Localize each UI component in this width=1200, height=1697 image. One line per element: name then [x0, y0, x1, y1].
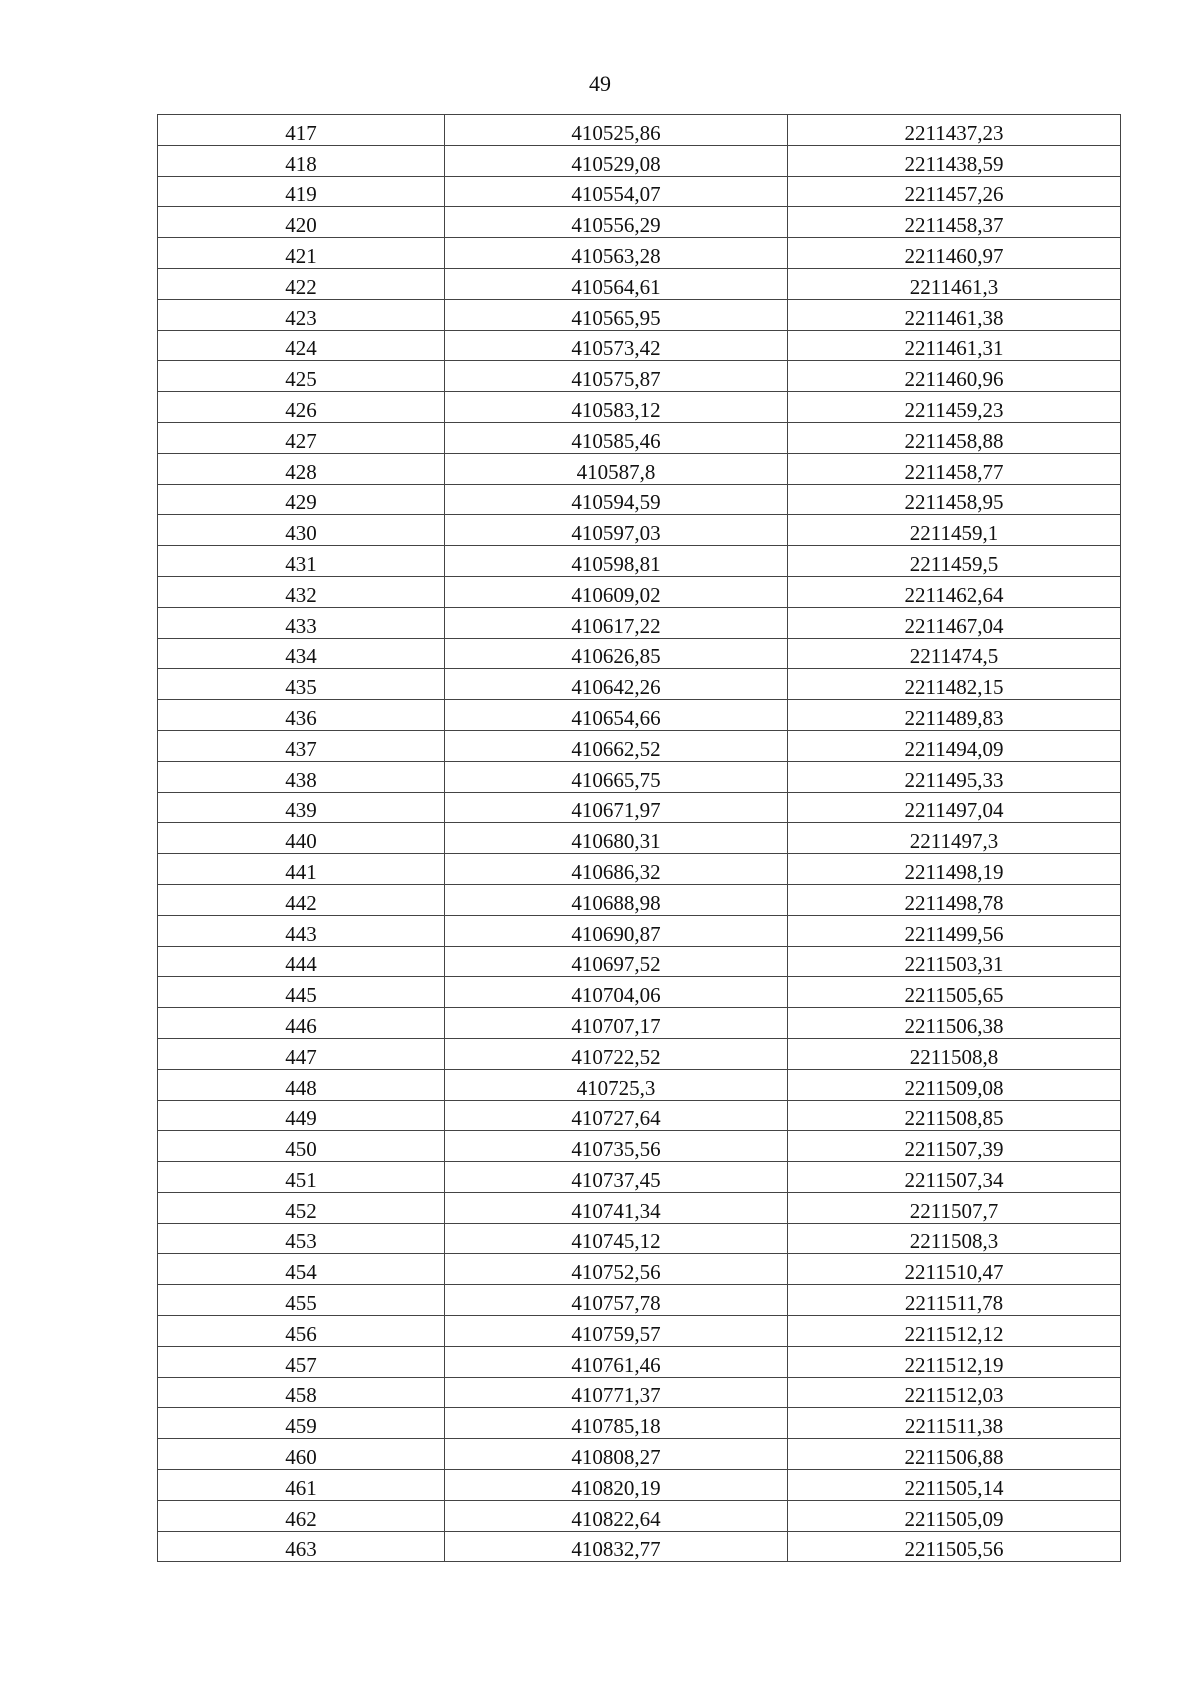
table-row [158, 1470, 1121, 1501]
point-number-cell: 463 [158, 1531, 445, 1562]
point-number-cell: 442 [158, 884, 445, 915]
point-number-cell: 427 [158, 422, 445, 453]
y-coordinate-cell: 2211498,78 [788, 884, 1121, 915]
y-coordinate-cell: 2211458,77 [788, 453, 1121, 484]
table-row [158, 145, 1121, 176]
point-number-cell: 458 [158, 1377, 445, 1408]
table-row [158, 1008, 1121, 1039]
point-number-cell: 437 [158, 730, 445, 761]
y-coordinate-cell: 2211505,14 [788, 1470, 1121, 1501]
point-number-cell: 417 [158, 115, 445, 146]
table-row [158, 115, 1121, 146]
y-coordinate-cell: 2211460,96 [788, 361, 1121, 392]
point-number-cell: 440 [158, 823, 445, 854]
point-number-cell: 448 [158, 1069, 445, 1100]
table-row [158, 1346, 1121, 1377]
point-number-cell: 444 [158, 946, 445, 977]
x-coordinate-cell: 410585,46 [445, 422, 788, 453]
table-row [158, 1223, 1121, 1254]
table-row [158, 1439, 1121, 1470]
y-coordinate-cell: 2211497,3 [788, 823, 1121, 854]
x-coordinate-cell: 410564,61 [445, 268, 788, 299]
table-row [158, 576, 1121, 607]
y-coordinate-cell: 2211507,34 [788, 1162, 1121, 1193]
coordinates-table-body [158, 115, 1121, 1562]
point-number-cell: 428 [158, 453, 445, 484]
point-number-cell: 425 [158, 361, 445, 392]
y-coordinate-cell: 2211458,37 [788, 207, 1121, 238]
y-coordinate-cell: 2211460,97 [788, 238, 1121, 269]
table-row [158, 392, 1121, 423]
table-row [158, 977, 1121, 1008]
table-row [158, 238, 1121, 269]
y-coordinate-cell: 2211505,56 [788, 1531, 1121, 1562]
x-coordinate-cell: 410626,85 [445, 638, 788, 669]
table-row [158, 484, 1121, 515]
point-number-cell: 460 [158, 1439, 445, 1470]
y-coordinate-cell: 2211461,38 [788, 299, 1121, 330]
y-coordinate-cell: 2211506,38 [788, 1008, 1121, 1039]
table-row [158, 453, 1121, 484]
y-coordinate-cell: 2211457,26 [788, 176, 1121, 207]
x-coordinate-cell: 410761,46 [445, 1346, 788, 1377]
x-coordinate-cell: 410820,19 [445, 1470, 788, 1501]
coordinates-table [157, 114, 1121, 1562]
point-number-cell: 451 [158, 1162, 445, 1193]
y-coordinate-cell: 2211438,59 [788, 145, 1121, 176]
x-coordinate-cell: 410737,45 [445, 1162, 788, 1193]
table-row [158, 915, 1121, 946]
y-coordinate-cell: 2211508,8 [788, 1038, 1121, 1069]
x-coordinate-cell: 410832,77 [445, 1531, 788, 1562]
table-row [158, 1254, 1121, 1285]
table-row [158, 1069, 1121, 1100]
y-coordinate-cell: 2211474,5 [788, 638, 1121, 669]
point-number-cell: 441 [158, 854, 445, 885]
x-coordinate-cell: 410525,86 [445, 115, 788, 146]
x-coordinate-cell: 410575,87 [445, 361, 788, 392]
x-coordinate-cell: 410662,52 [445, 730, 788, 761]
x-coordinate-cell: 410565,95 [445, 299, 788, 330]
point-number-cell: 420 [158, 207, 445, 238]
table-row [158, 515, 1121, 546]
x-coordinate-cell: 410735,56 [445, 1131, 788, 1162]
table-row [158, 546, 1121, 577]
table-row [158, 792, 1121, 823]
x-coordinate-cell: 410757,78 [445, 1285, 788, 1316]
y-coordinate-cell: 2211458,88 [788, 422, 1121, 453]
x-coordinate-cell: 410563,28 [445, 238, 788, 269]
x-coordinate-cell: 410598,81 [445, 546, 788, 577]
x-coordinate-cell: 410690,87 [445, 915, 788, 946]
table-row [158, 669, 1121, 700]
table-row [158, 1316, 1121, 1347]
x-coordinate-cell: 410609,02 [445, 576, 788, 607]
point-number-cell: 431 [158, 546, 445, 577]
point-number-cell: 455 [158, 1285, 445, 1316]
y-coordinate-cell: 2211508,3 [788, 1223, 1121, 1254]
table-row [158, 823, 1121, 854]
point-number-cell: 422 [158, 268, 445, 299]
y-coordinate-cell: 2211507,7 [788, 1192, 1121, 1223]
x-coordinate-cell: 410665,75 [445, 761, 788, 792]
y-coordinate-cell: 2211461,3 [788, 268, 1121, 299]
point-number-cell: 430 [158, 515, 445, 546]
x-coordinate-cell: 410785,18 [445, 1408, 788, 1439]
table-row [158, 422, 1121, 453]
point-number-cell: 447 [158, 1038, 445, 1069]
point-number-cell: 421 [158, 238, 445, 269]
point-number-cell: 434 [158, 638, 445, 669]
point-number-cell: 435 [158, 669, 445, 700]
x-coordinate-cell: 410697,52 [445, 946, 788, 977]
x-coordinate-cell: 410587,8 [445, 453, 788, 484]
x-coordinate-cell: 410556,29 [445, 207, 788, 238]
point-number-cell: 456 [158, 1316, 445, 1347]
x-coordinate-cell: 410808,27 [445, 1439, 788, 1470]
y-coordinate-cell: 2211482,15 [788, 669, 1121, 700]
y-coordinate-cell: 2211507,39 [788, 1131, 1121, 1162]
table-row [158, 730, 1121, 761]
point-number-cell: 418 [158, 145, 445, 176]
point-number-cell: 436 [158, 700, 445, 731]
x-coordinate-cell: 410642,26 [445, 669, 788, 700]
x-coordinate-cell: 410594,59 [445, 484, 788, 515]
point-number-cell: 450 [158, 1131, 445, 1162]
point-number-cell: 423 [158, 299, 445, 330]
point-number-cell: 429 [158, 484, 445, 515]
point-number-cell: 454 [158, 1254, 445, 1285]
y-coordinate-cell: 2211505,65 [788, 977, 1121, 1008]
point-number-cell: 445 [158, 977, 445, 1008]
table-row [158, 1192, 1121, 1223]
point-number-cell: 433 [158, 607, 445, 638]
x-coordinate-cell: 410725,3 [445, 1069, 788, 1100]
x-coordinate-cell: 410727,64 [445, 1100, 788, 1131]
y-coordinate-cell: 2211511,78 [788, 1285, 1121, 1316]
x-coordinate-cell: 410745,12 [445, 1223, 788, 1254]
y-coordinate-cell: 2211508,85 [788, 1100, 1121, 1131]
y-coordinate-cell: 2211495,33 [788, 761, 1121, 792]
x-coordinate-cell: 410686,32 [445, 854, 788, 885]
x-coordinate-cell: 410722,52 [445, 1038, 788, 1069]
table-row [158, 1285, 1121, 1316]
table-row [158, 700, 1121, 731]
y-coordinate-cell: 2211509,08 [788, 1069, 1121, 1100]
point-number-cell: 449 [158, 1100, 445, 1131]
y-coordinate-cell: 2211462,64 [788, 576, 1121, 607]
table-row [158, 330, 1121, 361]
point-number-cell: 461 [158, 1470, 445, 1501]
table-row [158, 884, 1121, 915]
point-number-cell: 446 [158, 1008, 445, 1039]
y-coordinate-cell: 2211461,31 [788, 330, 1121, 361]
table-row [158, 854, 1121, 885]
point-number-cell: 457 [158, 1346, 445, 1377]
x-coordinate-cell: 410741,34 [445, 1192, 788, 1223]
point-number-cell: 432 [158, 576, 445, 607]
x-coordinate-cell: 410597,03 [445, 515, 788, 546]
point-number-cell: 443 [158, 915, 445, 946]
table-row [158, 299, 1121, 330]
x-coordinate-cell: 410752,56 [445, 1254, 788, 1285]
table-row [158, 1500, 1121, 1531]
table-row [158, 1408, 1121, 1439]
table-row [158, 607, 1121, 638]
y-coordinate-cell: 2211458,95 [788, 484, 1121, 515]
point-number-cell: 426 [158, 392, 445, 423]
y-coordinate-cell: 2211510,47 [788, 1254, 1121, 1285]
y-coordinate-cell: 2211489,83 [788, 700, 1121, 731]
table-row [158, 638, 1121, 669]
y-coordinate-cell: 2211506,88 [788, 1439, 1121, 1470]
table-row [158, 1038, 1121, 1069]
point-number-cell: 453 [158, 1223, 445, 1254]
x-coordinate-cell: 410707,17 [445, 1008, 788, 1039]
table-row [158, 761, 1121, 792]
y-coordinate-cell: 2211459,1 [788, 515, 1121, 546]
table-row [158, 946, 1121, 977]
x-coordinate-cell: 410583,12 [445, 392, 788, 423]
point-number-cell: 452 [158, 1192, 445, 1223]
x-coordinate-cell: 410529,08 [445, 145, 788, 176]
table-row [158, 1162, 1121, 1193]
point-number-cell: 424 [158, 330, 445, 361]
y-coordinate-cell: 2211459,5 [788, 546, 1121, 577]
y-coordinate-cell: 2211511,38 [788, 1408, 1121, 1439]
point-number-cell: 438 [158, 761, 445, 792]
point-number-cell: 419 [158, 176, 445, 207]
point-number-cell: 439 [158, 792, 445, 823]
table-row [158, 268, 1121, 299]
table-row [158, 1100, 1121, 1131]
x-coordinate-cell: 410759,57 [445, 1316, 788, 1347]
x-coordinate-cell: 410704,06 [445, 977, 788, 1008]
table-row [158, 1531, 1121, 1562]
y-coordinate-cell: 2211512,12 [788, 1316, 1121, 1347]
page-number: 49 [589, 71, 611, 96]
y-coordinate-cell: 2211459,23 [788, 392, 1121, 423]
table-row [158, 1377, 1121, 1408]
y-coordinate-cell: 2211467,04 [788, 607, 1121, 638]
y-coordinate-cell: 2211512,03 [788, 1377, 1121, 1408]
y-coordinate-cell: 2211512,19 [788, 1346, 1121, 1377]
x-coordinate-cell: 410688,98 [445, 884, 788, 915]
y-coordinate-cell: 2211494,09 [788, 730, 1121, 761]
y-coordinate-cell: 2211497,04 [788, 792, 1121, 823]
x-coordinate-cell: 410554,07 [445, 176, 788, 207]
table-row [158, 207, 1121, 238]
x-coordinate-cell: 410822,64 [445, 1500, 788, 1531]
table-row [158, 176, 1121, 207]
x-coordinate-cell: 410671,97 [445, 792, 788, 823]
y-coordinate-cell: 2211503,31 [788, 946, 1121, 977]
table-row [158, 1131, 1121, 1162]
y-coordinate-cell: 2211498,19 [788, 854, 1121, 885]
x-coordinate-cell: 410654,66 [445, 700, 788, 731]
x-coordinate-cell: 410617,22 [445, 607, 788, 638]
point-number-cell: 459 [158, 1408, 445, 1439]
y-coordinate-cell: 2211437,23 [788, 115, 1121, 146]
y-coordinate-cell: 2211499,56 [788, 915, 1121, 946]
x-coordinate-cell: 410680,31 [445, 823, 788, 854]
point-number-cell: 462 [158, 1500, 445, 1531]
x-coordinate-cell: 410771,37 [445, 1377, 788, 1408]
y-coordinate-cell: 2211505,09 [788, 1500, 1121, 1531]
table-row [158, 361, 1121, 392]
x-coordinate-cell: 410573,42 [445, 330, 788, 361]
